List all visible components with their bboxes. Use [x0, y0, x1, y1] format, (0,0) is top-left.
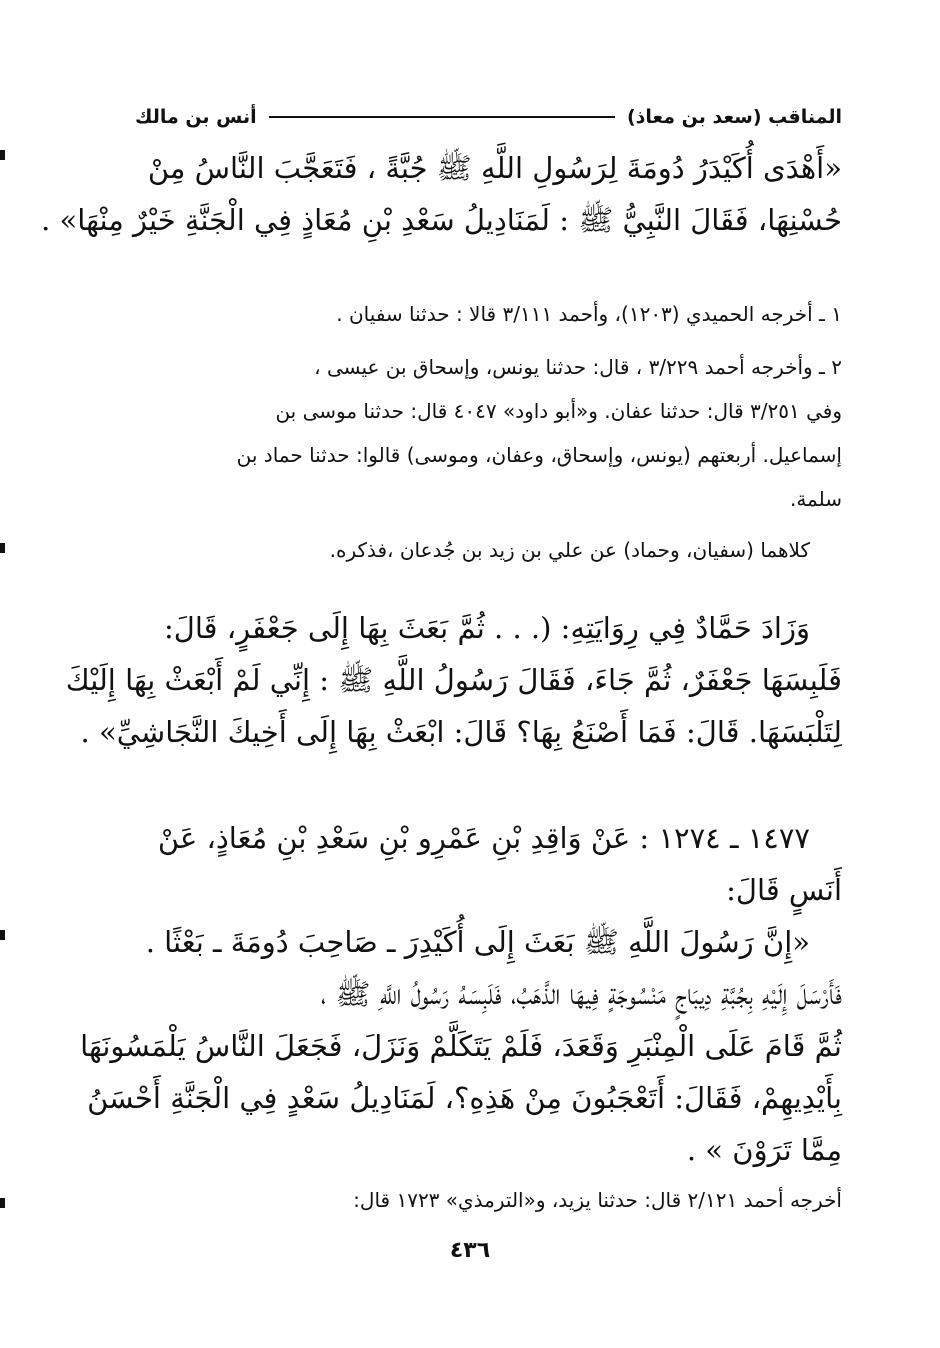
header-chapter-title: أنس بن مالك — [135, 106, 257, 128]
hadith-1476-text — [41, 142, 842, 246]
hadith-1477-text — [80, 916, 842, 1176]
margin-mark — [0, 1198, 5, 1208]
text-line: سلمة. — [789, 487, 842, 511]
text-line: إسماعيل. أربعتهم (يونس، وإسحاق، وعفان، وموسى) قالوا: حدثنا حماد بن — [236, 443, 842, 467]
takhrij-1 — [135, 292, 842, 336]
text-line: فَلَبِسَهَا جَعْفَرٌ، ثُمَّ جَاءَ، فَقَالَ رَسُولُ اللَّهِ ﷺ : إِنِّي لَمْ أَبْعَثْ بِهَا إِلَيْكَ — [65, 663, 842, 697]
text-line: ٢ ـ وأخرجه أحمد ٣/٢٢٩ ، قال: حدثنا يونس، وإسحاق بن عيسى ، — [314, 355, 842, 379]
text-line: وفي ٣/٢٥١ قال: حدثنا عفان. و«أبو داود» ٤٠٤٧ قال: حدثنا موسى بن — [275, 399, 842, 423]
text-line: «إِنَّ رَسُولَ اللَّهِ ﷺ بَعَثَ إِلَى أُكَيْدِرَ ـ صَاحِبَ دُومَةَ ـ بَعْثًا . — [145, 925, 810, 959]
text-line: مِمَّا تَرَوْنَ » . — [686, 1133, 842, 1167]
takhrij-3 — [135, 1178, 842, 1222]
text-line: فَأَرْسَلَ إِلَيْهِ بِجُبَّةِ دِيبَاجٍ مَنْسُوجَةٍ فِيهَا الذَّهَبُ، فَلَبِسَهُ رَسُولُ اللَّهِ ﷺ ، — [320, 977, 842, 1011]
text-line: وَزَادَ حَمَّادٌ فِي رِوَايَتِهِ: (. . . ثُمَّ بَعَثَ بِهَا إِلَى جَعْفَرٍ، قَالَ: — [164, 611, 810, 645]
header-rule — [269, 116, 615, 118]
text-line: أخرجه أحمد ٢/١٢١ قال: حدثنا يزيد، و«الترمذي» ١٧٢٣ قال: — [353, 1188, 842, 1212]
page-number: ٤٣٦ — [449, 1238, 491, 1263]
text-line: «أَهْدَى أُكَيْدَرُ دُومَةَ لِرَسُولِ اللَّهِ ﷺ جُبَّةً ، فَتَعَجَّبَ النَّاسُ مِنْ — [147, 151, 842, 185]
hammad-addition — [65, 602, 842, 758]
hadith-1477-isnad — [135, 812, 842, 916]
text-line: كلاهما (سفيان، وحماد) عن علي بن زيد بن جُدعان ،فذكره. — [329, 538, 810, 562]
text-line: بِأَيْدِيهِمْ، فَقَالَ: أَتَعْجَبُونَ مِنْ هَذِهِ؟، لَمَنَادِيلُ سَعْدٍ فِي الْجَنَّةِ أَحْسَنُ — [87, 1081, 842, 1115]
margin-mark — [0, 150, 5, 160]
margin-mark — [0, 930, 5, 940]
margin-mark — [0, 543, 5, 553]
running-header — [135, 100, 842, 134]
text-line: حُسْنِهَا، فَقَالَ النَّبِيُّ ﷺ : لَمَنَادِيلُ سَعْدِ بْنِ مُعَاذٍ فِي الْجَنَّةِ خَيْرٌ مِنْهَا» . — [41, 203, 842, 237]
header-section-title: المناقب (سعد بن معاذ) — [626, 106, 842, 128]
text-line: ١٤٧٧ ـ ١٢٧٤ : عَنْ وَاقِدِ بْنِ عَمْرِو بْنِ سَعْدِ بْنِ مُعَاذٍ، عَنْ — [157, 821, 810, 855]
both-chains-note — [135, 528, 842, 572]
takhrij-2 — [135, 345, 842, 521]
text-line: ١ ـ أخرجه الحميدي (١٢٠٣)، وأحمد ٣/١١١ قالا : حدثنا سفيان . — [336, 302, 842, 326]
text-line: لِتَلْبَسَهَا. قَالَ: فَمَا أَصْنَعُ بِهَا؟ قَالَ: ابْعَثْ بِهَا إِلَى أَخِيكَ النَّجَاشِيِّ» . — [80, 715, 842, 749]
text-line: أَنَسٍ قَالَ: — [726, 873, 842, 907]
text-line: ثُمَّ قَامَ عَلَى الْمِنْبَرِ وَقَعَدَ، فَلَمْ يَتَكَلَّمْ وَنَزَلَ، فَجَعَلَ النَّاسُ يَلْمَسُونَهَا — [80, 1029, 842, 1063]
